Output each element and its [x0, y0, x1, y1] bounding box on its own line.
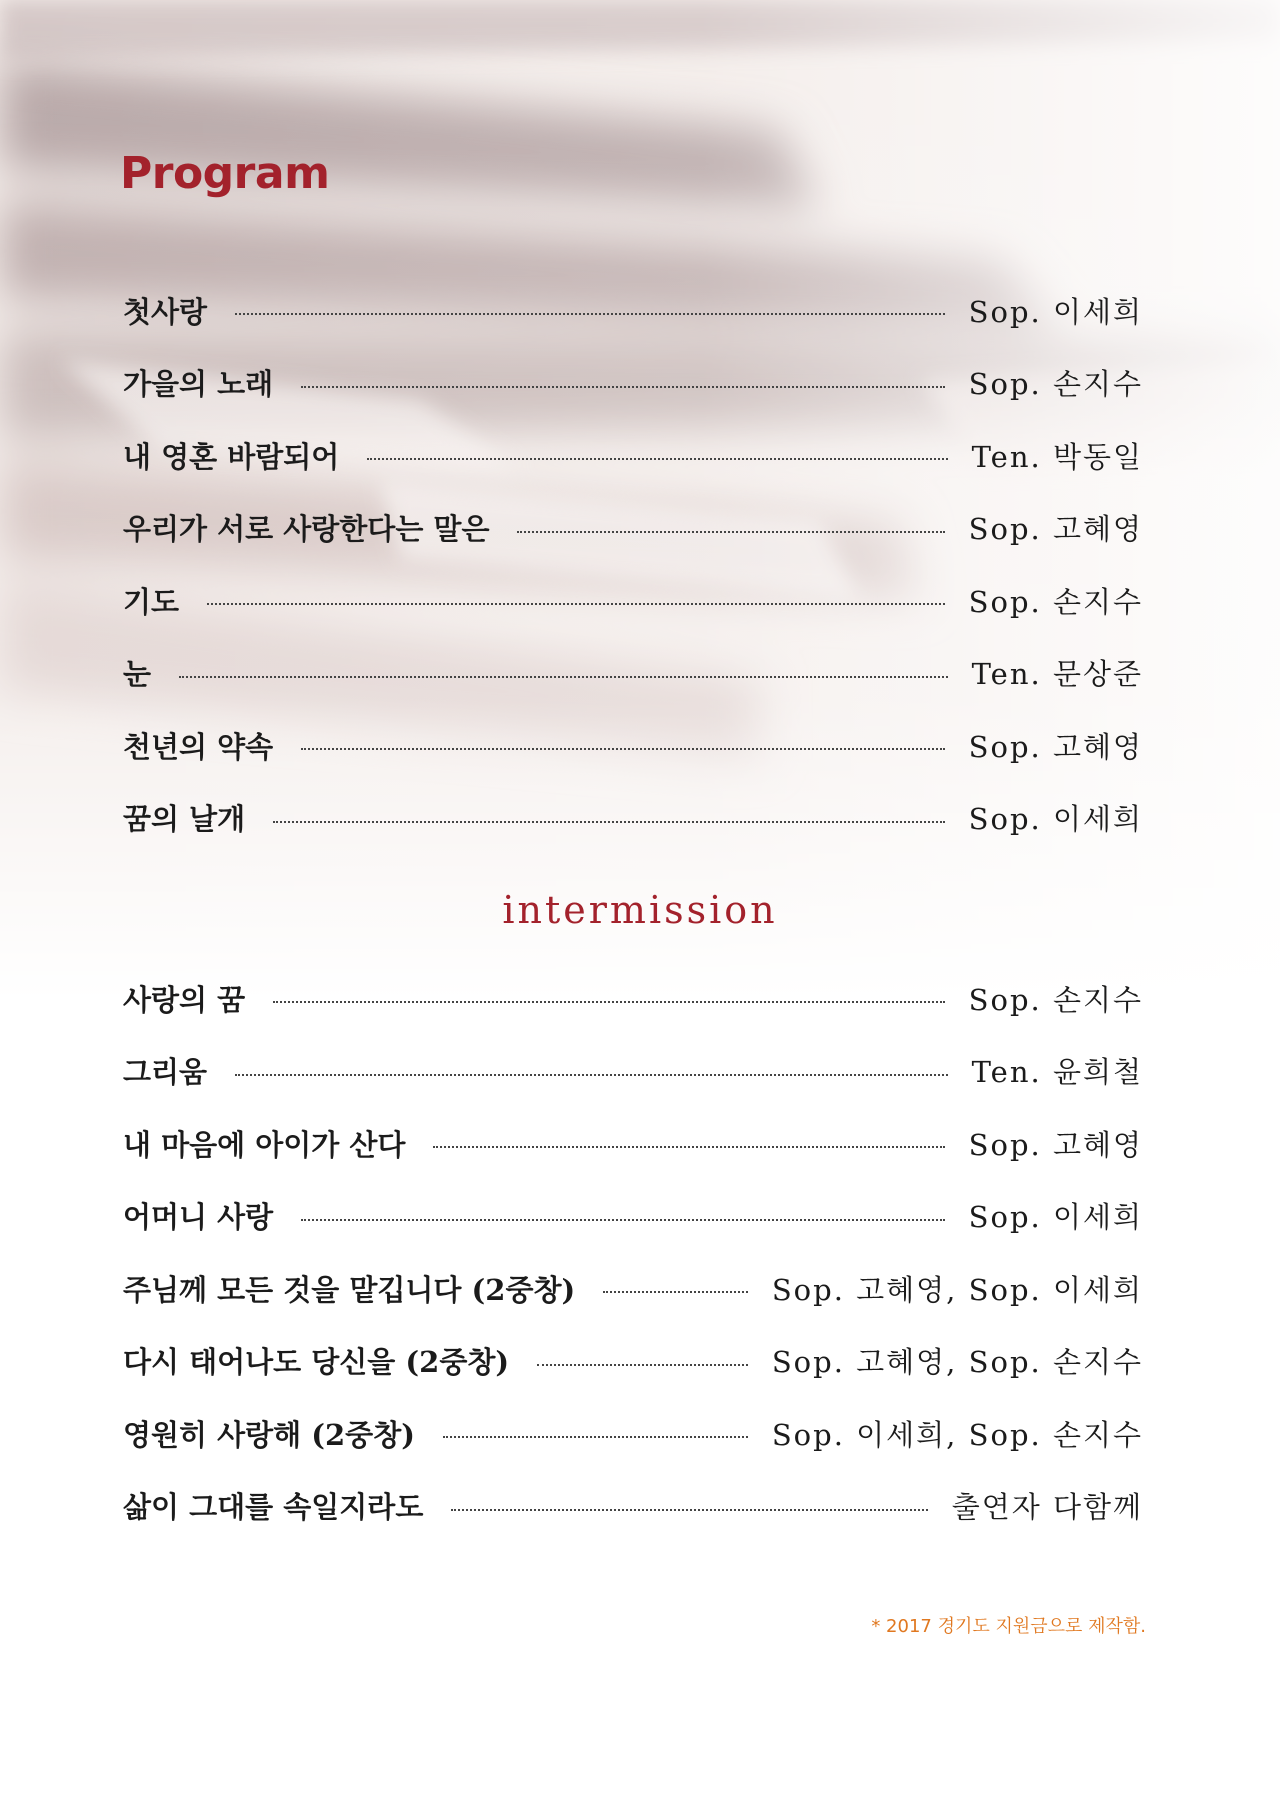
dot-leader: [207, 603, 945, 605]
program-row: [123, 1397, 1143, 1470]
performer-name: Sop. 이세희: [968, 802, 1143, 837]
performer-name: Sop. 손지수: [968, 584, 1143, 619]
performer-name: Sop. 고혜영: [968, 512, 1143, 547]
performer-name: Sop. 고혜영, Sop. 손지수: [771, 1345, 1143, 1380]
dot-leader: [273, 1001, 944, 1003]
performer-name: Sop. 고혜영: [968, 1127, 1143, 1162]
dot-leader: [537, 1364, 748, 1366]
dot-leader: [301, 748, 944, 750]
performer-name: Sop. 손지수: [968, 982, 1143, 1017]
program-row: [123, 962, 1143, 1035]
program-row: [123, 419, 1143, 492]
song-title: 영원히 사랑해 (2중창): [123, 1417, 415, 1452]
song-title: 사랑의 꿈: [123, 982, 246, 1017]
dot-leader: [367, 458, 947, 460]
dot-leader: [451, 1509, 927, 1511]
performer-name: Sop. 이세희: [968, 1200, 1143, 1235]
dot-leader: [235, 313, 945, 315]
program-row: [123, 782, 1143, 855]
program-row: [123, 637, 1143, 710]
dot-leader: [433, 1146, 944, 1148]
song-title: 첫사랑: [123, 294, 208, 329]
song-title: 다시 태어나도 당신을 (2중창): [123, 1345, 510, 1380]
performer-name: Sop. 고혜영, Sop. 이세희: [771, 1272, 1143, 1307]
sponsor-footnote: * 2017 경기도 지원금으로 제작함.: [871, 1616, 1146, 1637]
song-title: 삶이 그대를 속일지라도: [123, 1490, 424, 1525]
performer-name: Sop. 손지수: [968, 367, 1143, 402]
dot-leader: [235, 1074, 948, 1076]
dot-leader: [301, 1219, 944, 1221]
page-title: Program: [120, 148, 330, 199]
performer-name: 출연자 다함께: [951, 1490, 1143, 1525]
song-title: 내 마음에 아이가 산다: [123, 1127, 406, 1162]
program-row: [123, 347, 1143, 420]
song-title: 우리가 서로 사랑한다는 말은: [123, 512, 490, 547]
first-half-list: [123, 274, 1143, 854]
performer-name: Sop. 고혜영: [968, 729, 1143, 764]
program-row: [123, 1252, 1143, 1325]
program-row: [123, 492, 1143, 565]
song-title: 기도: [123, 584, 180, 619]
program-row: [123, 1180, 1143, 1253]
song-title: 천년의 약속: [123, 729, 274, 764]
dot-leader: [301, 386, 944, 388]
second-half-list: [123, 962, 1143, 1542]
program-row: [123, 1107, 1143, 1180]
song-title: 가을의 노래: [123, 367, 274, 402]
song-title: 그리움: [123, 1055, 208, 1090]
intermission-label: intermission: [502, 888, 778, 932]
song-title: 눈: [123, 657, 152, 692]
dot-leader: [603, 1291, 748, 1293]
program-row: [123, 564, 1143, 637]
performer-name: Ten. 문상준: [971, 657, 1143, 692]
song-title: 내 영혼 바람되어: [123, 439, 340, 474]
performer-name: Ten. 윤희철: [971, 1055, 1143, 1090]
program-row: [123, 1035, 1143, 1108]
dot-leader: [517, 531, 944, 533]
performer-name: Sop. 이세희, Sop. 손지수: [771, 1417, 1143, 1452]
dot-leader: [443, 1436, 748, 1438]
song-title: 어머니 사랑: [123, 1200, 274, 1235]
song-title: 주님께 모든 것을 맡깁니다 (2중창): [123, 1272, 576, 1307]
performer-name: Ten. 박동일: [971, 439, 1143, 474]
dot-leader: [179, 676, 948, 678]
program-row: [123, 1470, 1143, 1543]
song-title: 꿈의 날개: [123, 802, 246, 837]
program-row: [123, 274, 1143, 347]
program-row: [123, 709, 1143, 782]
performer-name: Sop. 이세희: [968, 294, 1143, 329]
program-row: [123, 1325, 1143, 1398]
dot-leader: [273, 821, 944, 823]
